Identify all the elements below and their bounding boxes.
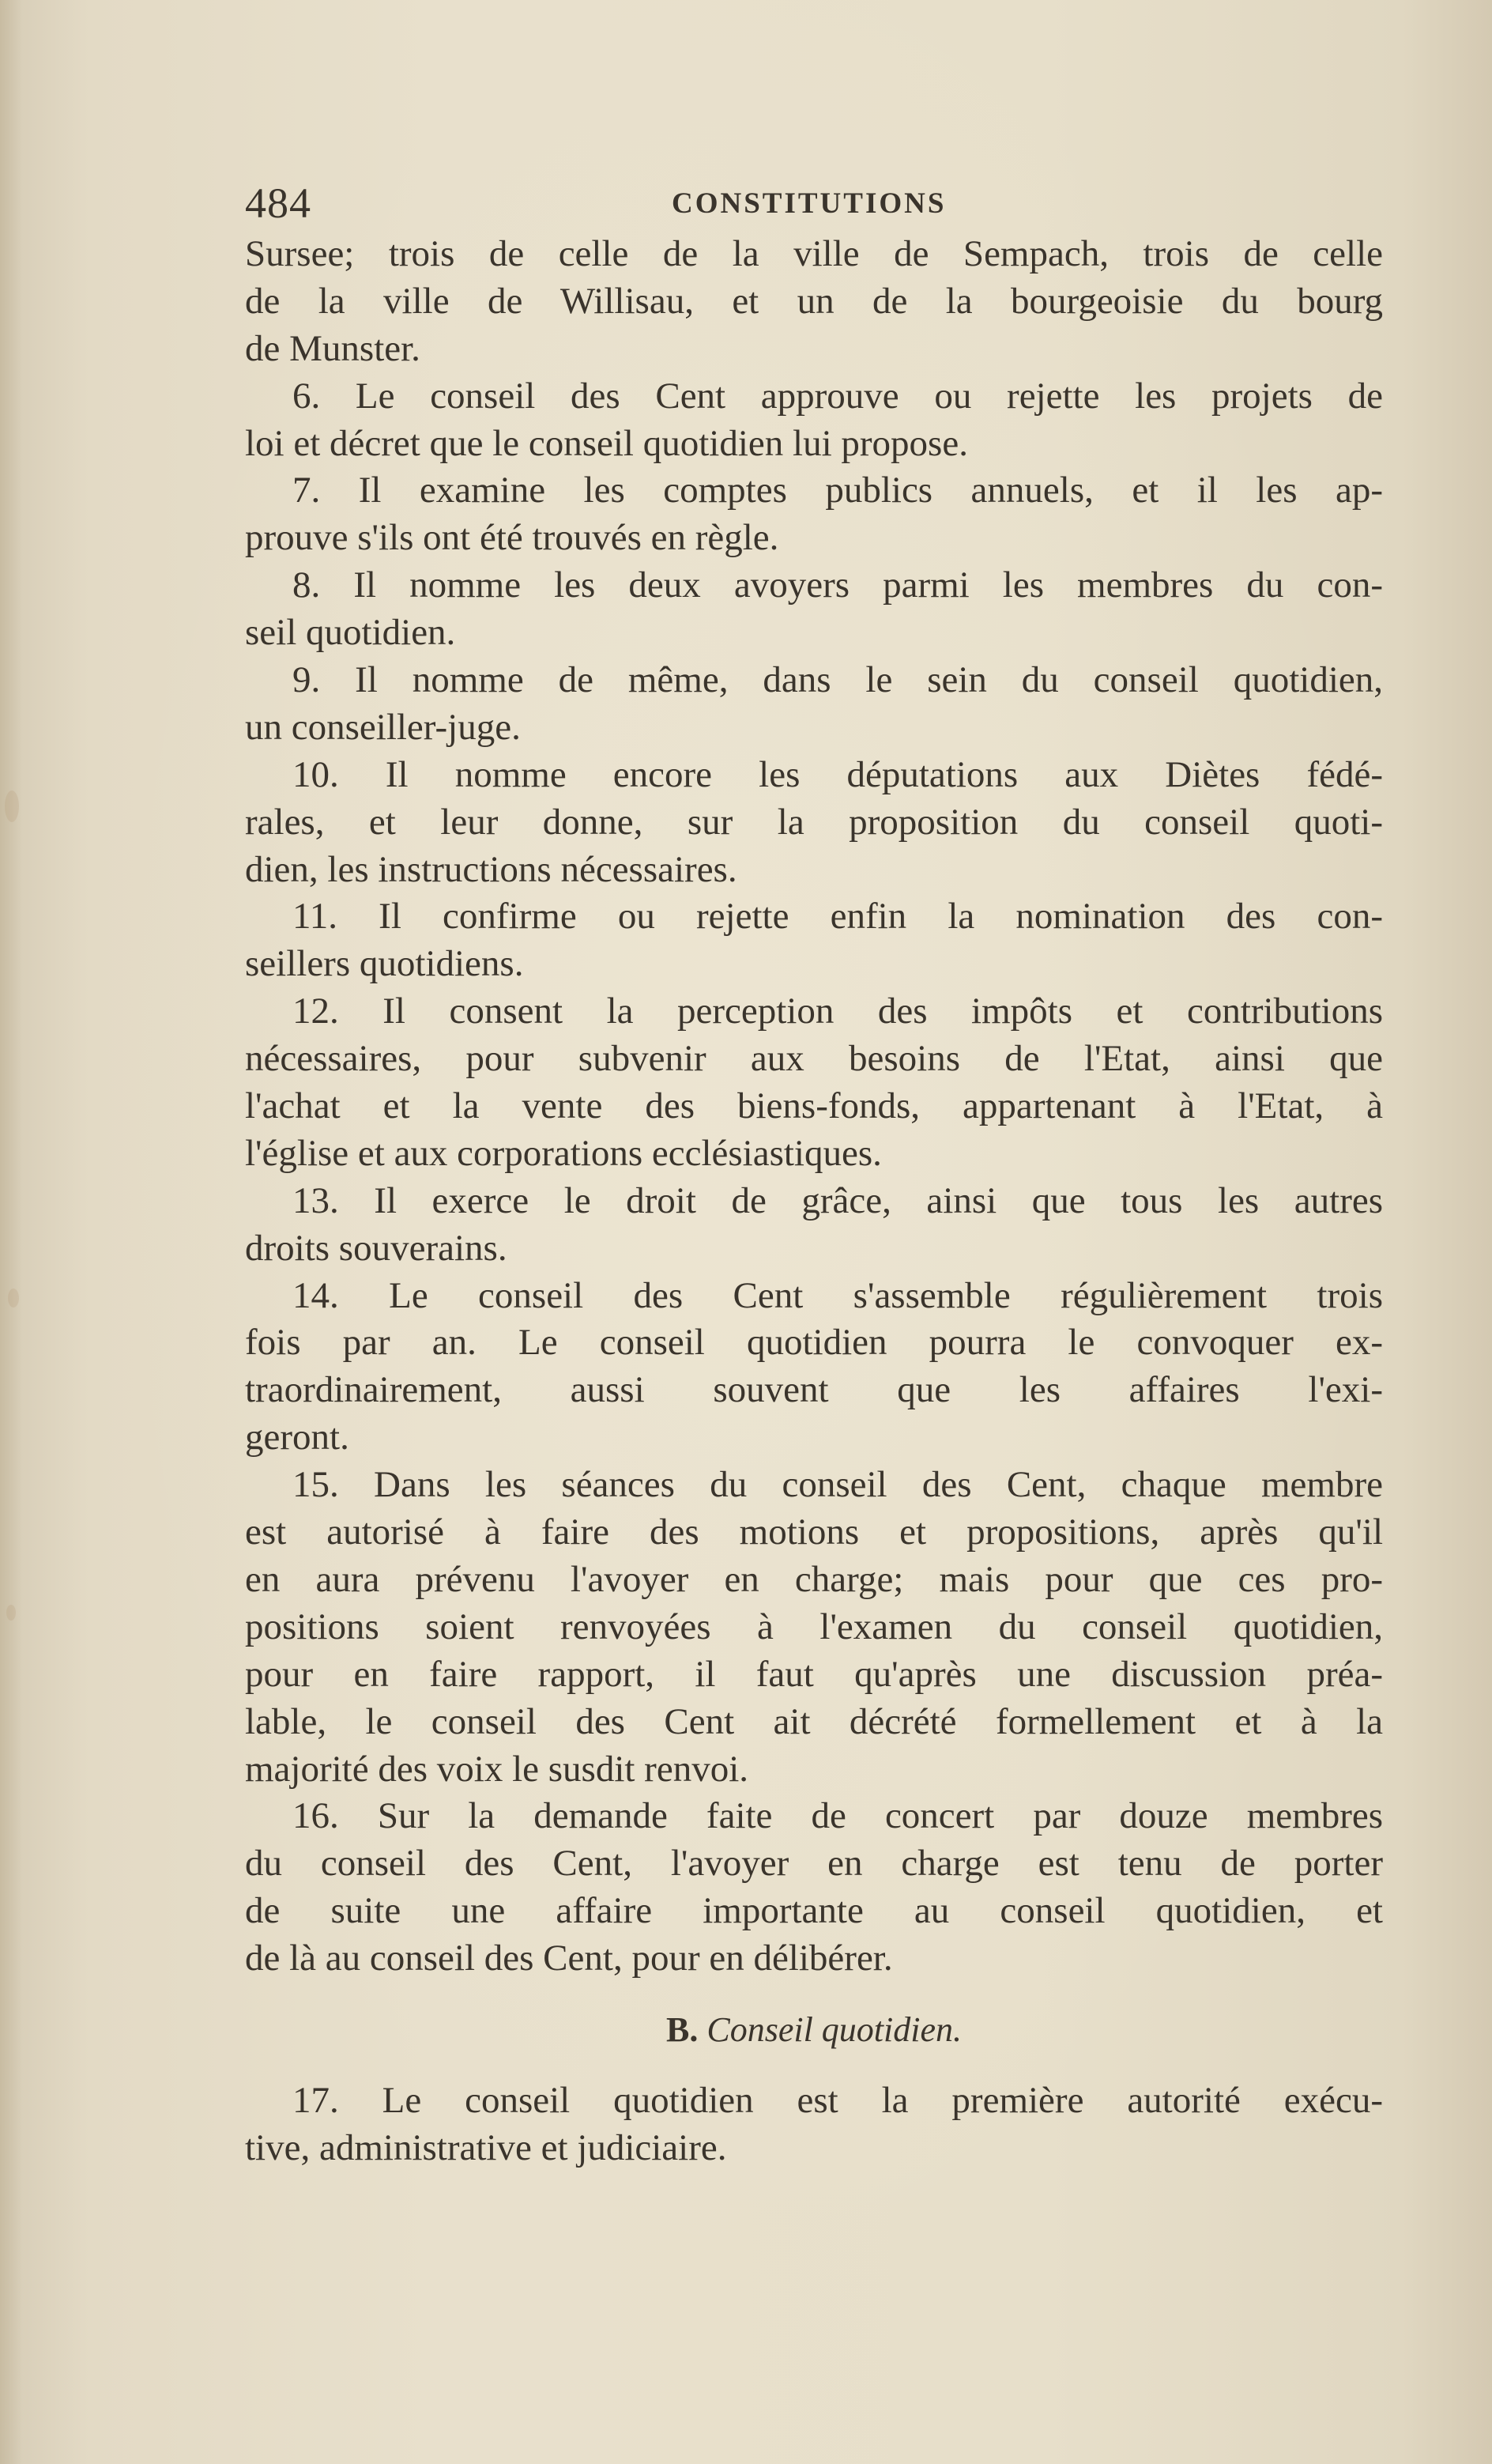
text-line: l'achat et la vente des biens-fonds, appartenant à l'Etat, à — [245, 1085, 1383, 1127]
text-line: de Munster. — [245, 327, 420, 369]
text-line: 15. Dans les séances du conseil des Cent, chaque membre — [292, 1464, 1383, 1506]
foxing-spot — [8, 1289, 19, 1307]
text-line: du conseil des Cent, l'avoyer en charge est tenu de porter — [245, 1843, 1383, 1885]
foxing-spot — [6, 1605, 16, 1621]
section-title: Conseil quotidien. — [706, 2009, 962, 2049]
text-line: Sursee; trois de celle de la ville de Sempach, trois de celle — [245, 233, 1383, 274]
text-line: seil quotidien. — [245, 612, 456, 654]
text-line: de la ville de Willisau, et un de la bourgeoisie du bourg — [245, 280, 1383, 322]
text-line: 13. Il exerce le droit de grâce, ainsi que tous les autres — [292, 1179, 1383, 1221]
text-line: prouve s'ils ont été trouvés en règle. — [245, 517, 779, 559]
text-line: pour en faire rapport, il faut qu'après une discussion préa- — [245, 1653, 1383, 1695]
text-line: rales, et leur donne, sur la proposition du conseil quoti- — [245, 801, 1383, 843]
text-line: tive, administrative et judiciaire. — [245, 2126, 727, 2168]
text-line: 10. Il nomme encore les députations aux Diètes fédé- — [292, 753, 1383, 795]
text-line: de là au conseil des Cent, pour en délibérer. — [245, 1938, 893, 1979]
text-line: seillers quotidiens. — [245, 943, 524, 985]
running-head: CONSTITUTIONS — [672, 187, 947, 220]
text-line: loi et décret que le conseil quotidien lui propose. — [245, 422, 968, 464]
text-line: 16. Sur la demande faite de concert par douze membres — [292, 1795, 1383, 1837]
text-line: lable, le conseil des Cent ait décrété formellement et à la — [245, 1700, 1383, 1742]
section-letter: B. — [665, 2009, 699, 2049]
text-line: 9. Il nomme de même, dans le sein du conseil quotidien, — [292, 659, 1383, 701]
text-line: 6. Le conseil des Cent approuve ou rejette les projets de — [292, 375, 1383, 417]
page-gutter-shadow — [0, 0, 22, 2464]
text-line: 12. Il consent la perception des impôts et contributions — [292, 991, 1383, 1032]
text-line: 14. Le conseil des Cent s'assemble régulièrement trois — [292, 1274, 1383, 1316]
section-heading — [245, 1983, 1383, 2077]
text-line: majorité des voix le susdit renvoi. — [245, 1748, 749, 1790]
text-line: fois par an. Le conseil quotidien pourra le convoquer ex- — [245, 1322, 1383, 1364]
text-line: 11. Il confirme ou rejette enfin la nomination des con- — [292, 896, 1383, 938]
text-line: nécessaires, pour subvenir aux besoins de l'Etat, ainsi que — [245, 1038, 1383, 1080]
text-line: geront. — [245, 1417, 349, 1458]
text-line: positions soient renvoyées à l'examen du conseil quotidien, — [245, 1606, 1383, 1647]
text-line: de suite une affaire importante au conseil quotidien, et — [245, 1890, 1383, 1932]
text-line: en aura prévenu l'avoyer en charge; mais pour que ces pro- — [245, 1558, 1383, 1600]
page-number: 484 — [245, 179, 311, 227]
text-line: dien, les instructions nécessaires. — [245, 848, 737, 890]
text-line: est autorisé à faire des motions et propositions, après qu'il — [245, 1511, 1383, 1553]
body-text — [245, 231, 1383, 2172]
text-line: 17. Le conseil quotidien est la première autorité exécu- — [292, 2079, 1383, 2121]
text-line: droits souverains. — [245, 1227, 507, 1269]
page-header — [245, 179, 1383, 226]
text-line: 8. Il nomme les deux avoyers parmi les membres du con- — [292, 564, 1383, 606]
text-line: traordinairement, aussi souvent que les affaires l'exi- — [245, 1369, 1383, 1411]
text-lines-before-heading — [245, 231, 1383, 1983]
text-lines-after-heading — [245, 2077, 1383, 2172]
text-line: un conseiller-juge. — [245, 706, 521, 748]
text-line: l'église et aux corporations ecclésiastiques. — [245, 1132, 882, 1174]
foxing-spot — [5, 791, 19, 822]
text-line: 7. Il examine les comptes publics annuels, et il les ap- — [292, 470, 1383, 511]
